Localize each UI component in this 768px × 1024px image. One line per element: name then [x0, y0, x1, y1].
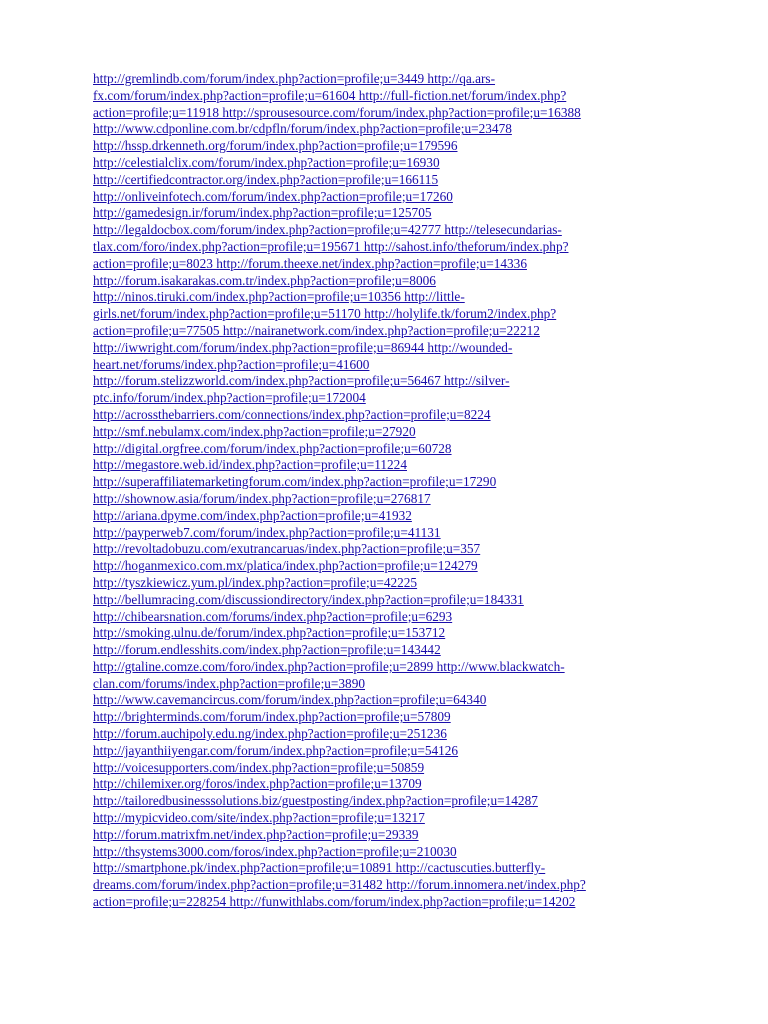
- link-line: [93, 390, 683, 407]
- hyperlink[interactable]: http://iwwright.com/forum/index.php?action=profile;u=86944 http://wounded-: [93, 339, 513, 355]
- link-line: [93, 508, 683, 525]
- hyperlink[interactable]: http://bellumracing.com/discussiondirectory/index.php?action=profile;u=184331: [93, 591, 524, 607]
- hyperlink[interactable]: action=profile;u=228254 http://funwithlabs.com/forum/index.php?action=profile;u=14202: [93, 894, 576, 910]
- hyperlink[interactable]: http://hssp.drkenneth.org/forum/index.php?action=profile;u=179596: [93, 138, 458, 154]
- link-line: [93, 239, 683, 256]
- link-line: [93, 709, 683, 726]
- link-line: [93, 155, 683, 172]
- hyperlink[interactable]: http://tyszkiewicz.yum.pl/index.php?action=profile;u=42225: [93, 574, 418, 590]
- link-line: [93, 575, 683, 592]
- hyperlink[interactable]: http://thsystems3000.com/foros/index.php?action=profile;u=210030: [93, 843, 457, 859]
- link-line: [93, 256, 683, 273]
- link-line: [93, 71, 683, 88]
- link-line: [93, 844, 683, 861]
- hyperlink[interactable]: http://ninos.tiruki.com/index.php?action=profile;u=10356 http://little-: [93, 289, 465, 305]
- hyperlink[interactable]: http://gtaline.comze.com/foro/index.php?action=profile;u=2899 http://www.blackwatch-: [93, 658, 565, 674]
- link-line: [93, 121, 683, 138]
- link-line: [93, 877, 683, 894]
- link-line: [93, 894, 683, 911]
- link-line: [93, 138, 683, 155]
- link-line: [93, 760, 683, 777]
- link-line: [93, 827, 683, 844]
- link-line: [93, 541, 683, 558]
- hyperlink[interactable]: http://chilemixer.org/foros/index.php?action=profile;u=13709: [93, 776, 422, 792]
- link-line: [93, 609, 683, 626]
- hyperlink[interactable]: action=profile;u=8023 http://forum.theexe.net/index.php?action=profile;u=14336: [93, 255, 527, 271]
- link-list: [93, 71, 683, 911]
- hyperlink[interactable]: action=profile;u=11918 http://sprousesource.com/forum/index.php?action=profile;u=16388: [93, 104, 581, 120]
- hyperlink[interactable]: http://tailoredbusinesssolutions.biz/guestposting/index.php?action=profile;u=14287: [93, 793, 538, 809]
- hyperlink[interactable]: http://legaldocbox.com/forum/index.php?action=profile;u=42777 http://telesecundarias-: [93, 222, 562, 238]
- link-line: [93, 642, 683, 659]
- link-line: [93, 625, 683, 642]
- link-line: [93, 491, 683, 508]
- link-line: [93, 810, 683, 827]
- link-line: [93, 474, 683, 491]
- link-line: [93, 592, 683, 609]
- link-line: [93, 743, 683, 760]
- hyperlink[interactable]: ptc.info/forum/index.php?action=profile;u=172004: [93, 390, 366, 406]
- hyperlink[interactable]: http://gamedesign.ir/forum/index.php?action=profile;u=125705: [93, 205, 432, 221]
- link-line: [93, 424, 683, 441]
- hyperlink[interactable]: heart.net/forums/index.php?action=profile;u=41600: [93, 356, 370, 372]
- hyperlink[interactable]: http://forum.auchipoly.edu.ng/index.php?action=profile;u=251236: [93, 726, 447, 742]
- link-line: [93, 776, 683, 793]
- hyperlink[interactable]: http://hoganmexico.com.mx/platica/index.php?action=profile;u=124279: [93, 558, 478, 574]
- hyperlink[interactable]: http://brighterminds.com/forum/index.php?action=profile;u=57809: [93, 709, 451, 725]
- hyperlink[interactable]: girls.net/forum/index.php?action=profile;u=51170 http://holylife.tk/forum2/index.php?: [93, 306, 557, 322]
- hyperlink[interactable]: http://gremlindb.com/forum/index.php?action=profile;u=3449 http://qa.ars-: [93, 71, 496, 86]
- link-line: [93, 793, 683, 810]
- link-line: [93, 172, 683, 189]
- hyperlink[interactable]: http://forum.stelizzworld.com/index.php?action=profile;u=56467 http://silver-: [93, 373, 510, 389]
- hyperlink[interactable]: http://revoltadobuzu.com/exutrancaruas/index.php?action=profile;u=357: [93, 541, 481, 557]
- hyperlink[interactable]: http://payperweb7.com/forum/index.php?action=profile;u=41131: [93, 524, 441, 540]
- hyperlink[interactable]: http://celestialclix.com/forum/index.php?action=profile;u=16930: [93, 154, 440, 170]
- hyperlink[interactable]: http://chibearsnation.com/forums/index.php?action=profile;u=6293: [93, 608, 453, 624]
- hyperlink[interactable]: http://forum.matrixfm.net/index.php?action=profile;u=29339: [93, 826, 419, 842]
- hyperlink[interactable]: action=profile;u=77505 http://nairanetwork.com/index.php?action=profile;u=22212: [93, 322, 540, 338]
- link-line: [93, 205, 683, 222]
- hyperlink[interactable]: tlax.com/foro/index.php?action=profile;u=195671 http://sahost.info/theforum/index.php?: [93, 238, 569, 254]
- link-line: [93, 88, 683, 105]
- hyperlink[interactable]: fx.com/forum/index.php?action=profile;u=61604 http://full-fiction.net/forum/index.php?: [93, 87, 567, 103]
- hyperlink[interactable]: http://ariana.dpyme.com/index.php?action=profile;u=41932: [93, 507, 412, 523]
- link-line: [93, 306, 683, 323]
- link-line: [93, 105, 683, 122]
- hyperlink[interactable]: clan.com/forums/index.php?action=profile;u=3890: [93, 675, 366, 691]
- hyperlink[interactable]: http://jayanthiiyengar.com/forum/index.php?action=profile;u=54126: [93, 742, 459, 758]
- hyperlink[interactable]: http://www.cdponline.com.br/cdpfln/forum/index.php?action=profile;u=23478: [93, 121, 512, 137]
- hyperlink[interactable]: http://forum.endlesshits.com/index.php?action=profile;u=143442: [93, 642, 441, 658]
- hyperlink[interactable]: http://acrossthebarriers.com/connections/index.php?action=profile;u=8224: [93, 406, 491, 422]
- hyperlink[interactable]: dreams.com/forum/index.php?action=profile;u=31482 http://forum.innomera.net/index.php?: [93, 877, 586, 893]
- link-line: [93, 323, 683, 340]
- link-line: [93, 692, 683, 709]
- hyperlink[interactable]: http://shownow.asia/forum/index.php?action=profile;u=276817: [93, 490, 431, 506]
- hyperlink[interactable]: http://smoking.ulnu.de/forum/index.php?action=profile;u=153712: [93, 625, 446, 641]
- hyperlink[interactable]: http://smartphone.pk/index.php?action=profile;u=10891 http://cactuscuties.butterfly-: [93, 860, 546, 876]
- hyperlink[interactable]: http://megastore.web.id/index.php?action=profile;u=11224: [93, 457, 407, 473]
- link-line: [93, 441, 683, 458]
- link-line: [93, 659, 683, 676]
- hyperlink[interactable]: http://smf.nebulamx.com/index.php?action=profile;u=27920: [93, 423, 416, 439]
- link-line: [93, 340, 683, 357]
- link-line: [93, 222, 683, 239]
- hyperlink[interactable]: http://onliveinfotech.com/forum/index.php?action=profile;u=17260: [93, 188, 453, 204]
- link-line: [93, 189, 683, 206]
- hyperlink[interactable]: http://certifiedcontractor.org/index.php?action=profile;u=166115: [93, 171, 439, 187]
- link-line: [93, 373, 683, 390]
- hyperlink[interactable]: http://mypicvideo.com/site/index.php?action=profile;u=13217: [93, 810, 425, 826]
- link-line: [93, 357, 683, 374]
- link-line: [93, 558, 683, 575]
- hyperlink[interactable]: http://forum.isakarakas.com.tr/index.php?action=profile;u=8006: [93, 272, 436, 288]
- link-line: [93, 676, 683, 693]
- link-line: [93, 407, 683, 424]
- link-line: [93, 860, 683, 877]
- hyperlink[interactable]: http://www.cavemancircus.com/forum/index.php?action=profile;u=64340: [93, 692, 487, 708]
- link-line: [93, 525, 683, 542]
- hyperlink[interactable]: http://superaffiliatemarketingforum.com/index.php?action=profile;u=17290: [93, 474, 497, 490]
- link-line: [93, 289, 683, 306]
- link-line: [93, 457, 683, 474]
- hyperlink[interactable]: http://voicesupporters.com/index.php?action=profile;u=50859: [93, 759, 425, 775]
- hyperlink[interactable]: http://digital.orgfree.com/forum/index.php?action=profile;u=60728: [93, 440, 452, 456]
- link-line: [93, 726, 683, 743]
- link-line: [93, 273, 683, 290]
